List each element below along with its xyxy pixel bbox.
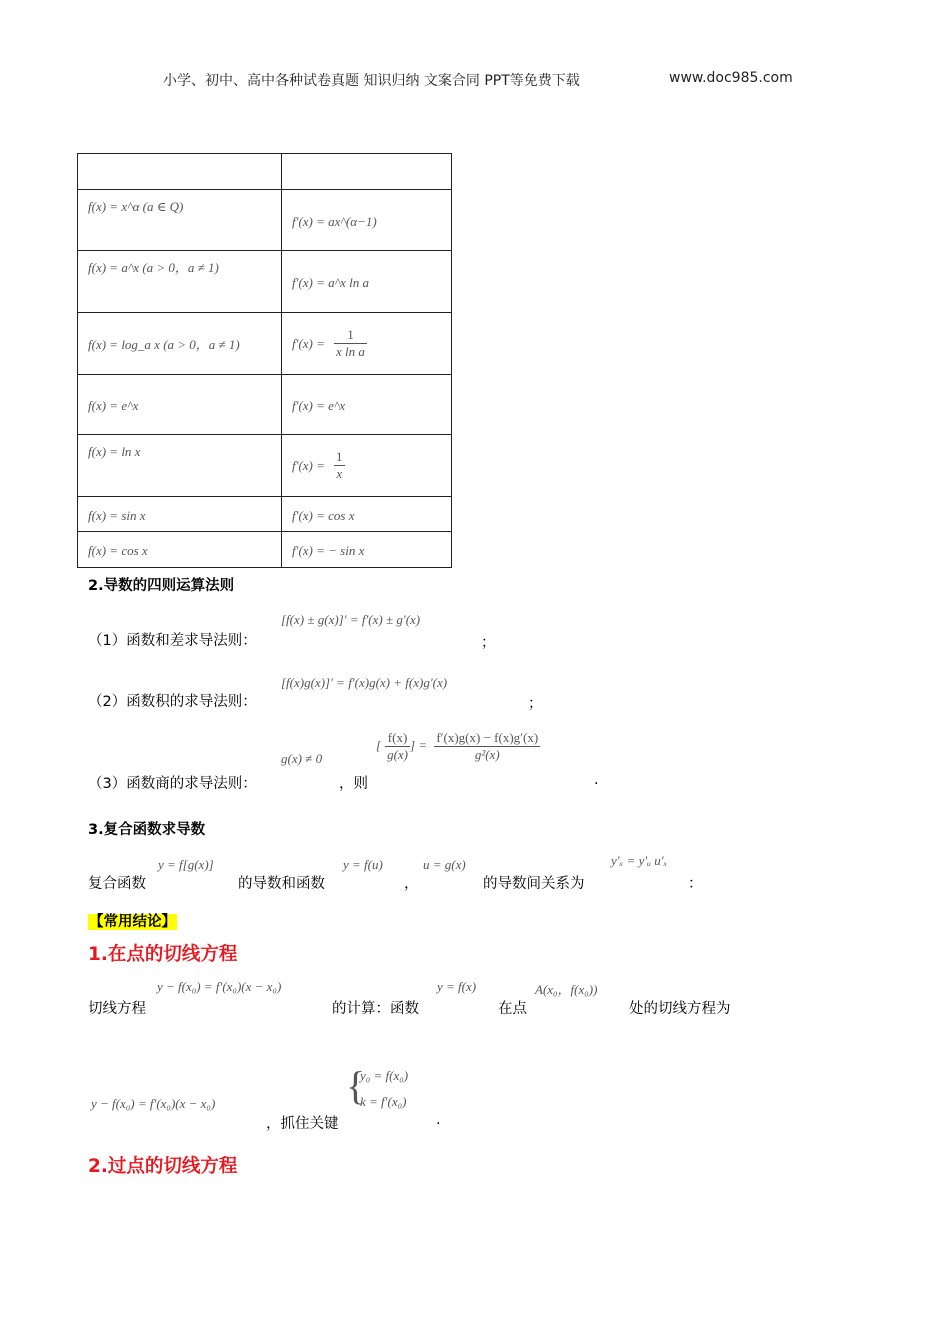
table-cell-derivative: f′(x) = a^x ln a xyxy=(282,251,452,313)
rule3-formula: [ $\frac{f(x)}{g(x)}$ ] = $\frac{f'(x)g(x) - f(x)g'(x)}{\text{g²(x)}}$ xyxy=(376,730,539,762)
table-cell-function xyxy=(78,154,282,190)
composite-text-b: 的导数和函数 xyxy=(238,876,325,892)
table-cell-function: f(x) = sin x xyxy=(78,497,282,532)
conclusion-2-title: 2.过点的切线方程 xyxy=(88,1156,238,1177)
tangent-formula-line2: y − f(x₀) = f′(x₀)(x − x₀) xyxy=(91,1096,216,1111)
table-row xyxy=(78,251,452,313)
tangent-formula: y − f(x₀) = f′(x₀)(x − x₀) xyxy=(157,979,282,994)
tangent-end: . xyxy=(436,1112,441,1128)
header-url[interactable]: www.doc985.com xyxy=(669,70,793,86)
table-row xyxy=(78,497,452,532)
tangent-key-text: ，抓住关键 xyxy=(266,1116,339,1132)
rule1-label: （1）函数和差求导法则： xyxy=(88,633,257,649)
table-cell-function: f(x) = a^x (a > 0，a ≠ 1) xyxy=(78,251,282,313)
table-cell-derivative: f′(x) = − sin x xyxy=(282,532,452,568)
conclusions-badge: 【常用结论】 xyxy=(89,914,176,930)
table-cell-derivative: f′(x) = $\frac{1}{x}$ xyxy=(282,435,452,497)
table-cell-function: f(x) = log_a x (a > 0，a ≠ 1) xyxy=(78,313,282,375)
composite-formula-d: y′ₓ = y′ᵤ u′ₓ xyxy=(611,853,668,868)
table-cell-function: f(x) = cos x xyxy=(78,532,282,568)
composite-text-c: ， xyxy=(404,876,419,892)
composite-formula-b: y = f(u) xyxy=(343,857,383,872)
rule3-then: ，则 xyxy=(339,776,368,792)
table-row xyxy=(78,190,452,251)
fraction: $\frac{1}{\text{x ln a}}$ xyxy=(336,327,365,359)
section-2-title: 2.导数的四则运算法则 xyxy=(88,578,235,594)
table-cell-derivative xyxy=(282,154,452,190)
composite-formula-a: y = f[g(x)] xyxy=(158,857,214,872)
rule3-label: （3）函数商的求导法则： xyxy=(88,776,257,792)
composite-text-d: 的导数间关系为 xyxy=(483,876,585,892)
table-cell-function: f(x) = x^α (a ∈ Q) xyxy=(78,190,282,251)
rule1-end: ； xyxy=(481,635,496,651)
tangent-text-d: 处的切线方程为 xyxy=(629,1001,731,1017)
header-text: 小学、初中、高中各种试卷真题 知识归纳 文案合同 PPT等免费下载 xyxy=(163,73,580,89)
composite-text-a: 复合函数 xyxy=(88,876,146,892)
table-cell-derivative: f′(x) = ax^(α−1) xyxy=(282,190,452,251)
rule2-label: （2）函数积的求导法则： xyxy=(88,694,257,710)
tangent-formula-2: y = f(x) xyxy=(437,979,477,994)
system-line-2: k = f′(x₀) xyxy=(360,1094,407,1109)
tangent-text-b: 的计算：函数 xyxy=(332,1001,419,1017)
fraction: $\frac{f'(x)g(x) - f(x)g'(x)}{\text{g²(x)}}$ xyxy=(436,730,539,762)
table-row xyxy=(78,532,452,568)
table-cell-derivative: f′(x) = e^x xyxy=(282,375,452,435)
conclusion-1-title: 1.在点的切线方程 xyxy=(88,944,238,965)
table-cell-function: f(x) = ln x xyxy=(78,435,282,497)
table-row xyxy=(78,313,452,375)
rule3-end: . xyxy=(594,772,599,788)
table-cell-function: f(x) = e^x xyxy=(78,375,282,435)
section-3-title: 3.复合函数求导数 xyxy=(88,822,206,838)
rule2-formula: [f(x)g(x)]′ = f′(x)g(x) + f(x)g′(x) xyxy=(281,675,448,690)
composite-text-e: ： xyxy=(688,876,703,892)
tangent-text-a: 切线方程 xyxy=(88,1001,146,1017)
derivative-table xyxy=(77,153,452,568)
tangent-text-c: 在点 xyxy=(498,1001,527,1017)
table-row xyxy=(78,375,452,435)
table-cell-derivative: f′(x) = $\frac{1}{\text{x ln a}}$ xyxy=(282,313,452,375)
brace-icon: { xyxy=(346,1063,366,1108)
composite-formula-c: u = g(x) xyxy=(423,857,466,872)
rule3-condition: g(x) ≠ 0 xyxy=(281,751,323,766)
rule2-end: ； xyxy=(528,696,543,712)
tangent-formula-3: A(x₀，f(x₀)) xyxy=(535,982,598,997)
table-row xyxy=(78,154,452,190)
table-row xyxy=(78,435,452,497)
fraction: $\frac{1}{x}$ xyxy=(336,449,343,481)
rule1-formula: [f(x) ± g(x)]′ = f′(x) ± g′(x) xyxy=(281,612,421,627)
system-line-1: y₀ = f(x₀) xyxy=(360,1068,409,1083)
fraction: $\frac{f(x)}{g(x)}$ xyxy=(387,730,408,762)
table-cell-derivative: f′(x) = cos x xyxy=(282,497,452,532)
